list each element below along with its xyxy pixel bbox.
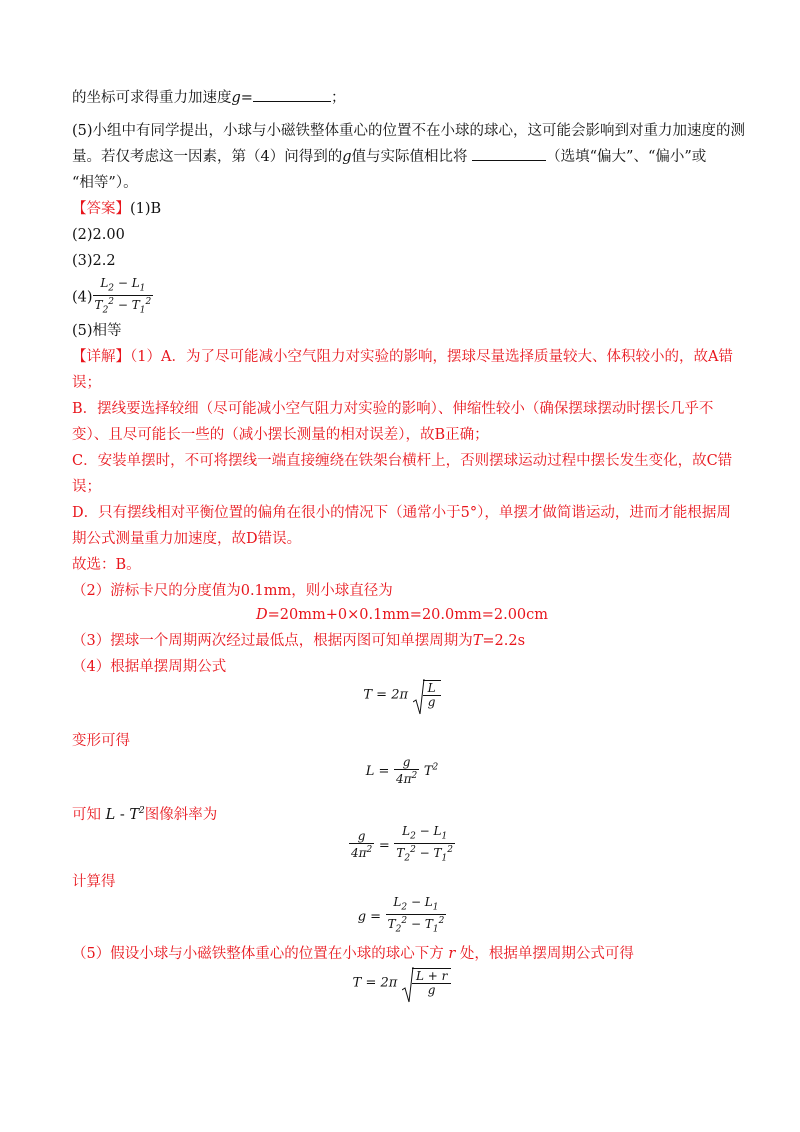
sqrt-symbol: $\frac{L + r}{g}$	[402, 968, 451, 997]
variable-l-t2: L	[105, 806, 116, 823]
answer-line-1	[72, 199, 161, 219]
formula-period-offset: T = 2π $\frac{L + r}{g}$	[72, 968, 732, 997]
question-5-line-3: “相等”）。	[72, 175, 138, 191]
answer-5: (5)相等	[72, 323, 122, 339]
formula-period: T = 2π $\frac{L}{g}$	[72, 680, 732, 709]
detail-line-10: （2）游标卡尺的分度值为0.1mm，则小球直径为	[72, 583, 393, 599]
variable-d: D	[255, 607, 268, 623]
detail-text: =2.2s	[482, 633, 526, 649]
formula-gravity: g = $\frac{L_2 - L_1}{T_2^2 - T_1^2}$	[357, 895, 445, 935]
detail-text: （1）A．为了尽可能减小空气阻力对实验的影响，摆球尽量选择质量较大、体积较小的，故A错	[130, 349, 733, 365]
detail-line-12: （4）根据单摆周期公式	[72, 659, 227, 675]
detail-line-14: 可知 L - $T^2$图像斜率为	[72, 806, 218, 823]
question-line-1	[72, 88, 345, 108]
detail-line-11	[72, 631, 525, 651]
diameter-equation	[72, 605, 732, 625]
question-text: （选填“偏大”、“偏小”或	[546, 149, 707, 165]
answer-blank-compare[interactable]	[472, 159, 546, 161]
detail-text: （3）摆球一个周期两次经过最低点，根据丙图可知单摆周期为	[72, 633, 473, 649]
answer-label: 【答案】	[72, 201, 130, 217]
formula-length: L = $\frac{g}{4\pi^2}$ $T^2$	[365, 755, 439, 786]
sqrt-symbol: $\frac{L}{g}$	[413, 680, 441, 709]
answer-4	[72, 277, 153, 318]
detail-line-13: 变形可得	[72, 733, 130, 749]
detail-line-6: 误；	[72, 479, 101, 495]
equals-sign: =	[240, 90, 253, 106]
detail-line-7: D．只有摆线相对平衡位置的偏角在很小的情况下（通常小于5°），单摆才做简谐运动，进而才能根据周	[72, 505, 731, 521]
detail-line-8: 期公式测量重力加速度，故D错误。	[72, 531, 302, 547]
answer-blank-g[interactable]	[253, 100, 331, 102]
detail-text: 处，根据单摆周期公式可得	[459, 946, 634, 962]
question-text: 的坐标可求得重力加速度	[72, 90, 232, 106]
equation-text: =20mm+0×0.1mm=20.0mm=2.00cm	[267, 607, 549, 623]
variable-r: r	[448, 946, 456, 962]
detail-line-2: 误；	[72, 375, 101, 391]
detail-line-3: B．摆线要选择较细（尽可能减小空气阻力对实验的影响）、伸缩性较小（确保摆球摆动时摆长几乎不	[72, 401, 714, 417]
variable-t: T	[472, 633, 483, 649]
formula-slope: $\frac{g}{4\pi^2}$ = $\frac{L_2 - L_1}{T_2^2 - T_1^2}$	[350, 824, 454, 864]
answer-4-label: (4)	[72, 289, 93, 306]
detail-line-1	[72, 347, 733, 367]
answer-4-formula: $\frac{L_2 - L_1}{T_2^2 - T_1^2}$	[94, 276, 152, 316]
variable-g: g	[342, 149, 352, 165]
question-5-line-2	[72, 147, 706, 167]
detail-line-4: 变）、且尽可能长一些的（减小摆长测量的相对误差），故B正确；	[72, 427, 489, 443]
detail-line-5: C．安装单摆时，不可将摆线一端直接缠绕在铁架台横杆上，否则摆球运动过程中摆长发生变化，故C错	[72, 453, 733, 469]
answer-2: (2)2.00	[72, 227, 125, 243]
answer-3: (3)2.2	[72, 253, 116, 269]
punctuation: ；	[330, 90, 346, 106]
detail-line-16	[72, 944, 634, 964]
question-5-line-1: (5)小组中有同学提出，小球与小磁铁整体重心的位置不在小球的球心，这可能会影响到对重力加速度的测	[72, 123, 746, 139]
question-text: 值与实际值相比将	[351, 149, 468, 165]
answer-1: (1)B	[130, 201, 162, 217]
detail-text: 图像斜率为	[144, 806, 218, 823]
detail-text: （5）假设小球与小磁铁整体重心的位置在小球的球心下方	[72, 946, 444, 962]
detail-label: 【详解】	[72, 349, 130, 365]
variable-g: g	[231, 90, 241, 106]
question-text: 量。若仅考虑这一因素，第（4）问得到的	[72, 149, 343, 165]
detail-text: 可知	[72, 806, 101, 823]
detail-line-9: 故选：B。	[72, 557, 141, 573]
detail-line-15: 计算得	[72, 874, 116, 890]
